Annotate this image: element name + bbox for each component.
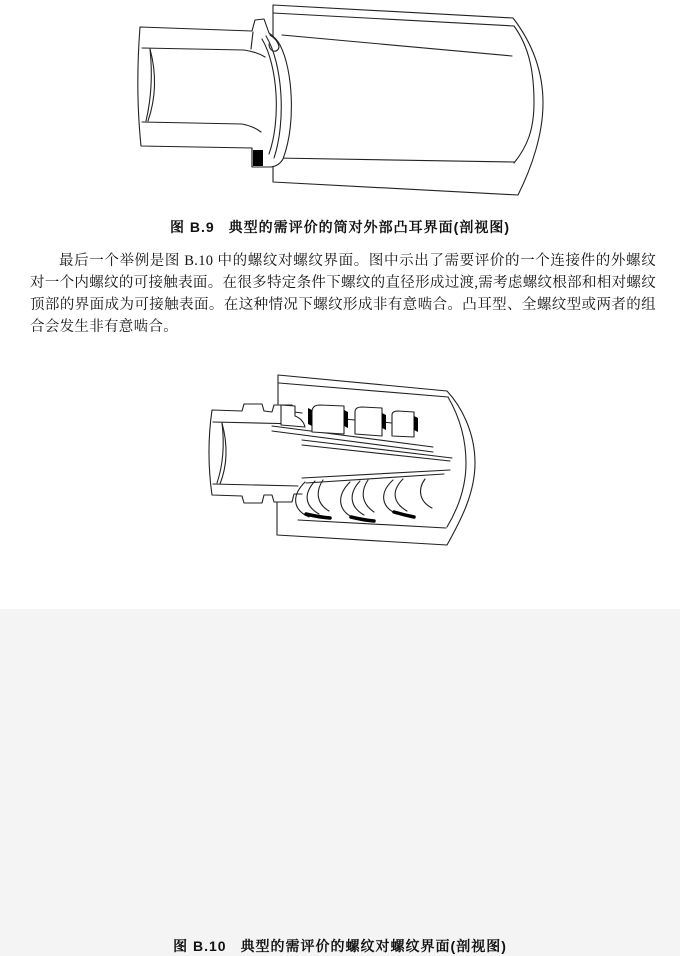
figure-b9: [0, 0, 680, 240]
b10-thread-shadow2: [344, 410, 348, 428]
b9-contact-surface-highlight: [253, 150, 263, 166]
b9-cylinder-fill: [273, 5, 543, 195]
figure-b10: [0, 360, 680, 954]
figure-b10-caption-title: 典型的需评价的螺纹对螺纹界面(剖视图): [240, 938, 507, 954]
figure-b10-caption-label: 图 B.10: [173, 938, 227, 954]
figure-b10-drawing: [170, 360, 510, 570]
figure-b10-caption: [0, 936, 680, 956]
b10-thread-shadow1: [308, 408, 312, 426]
figure-b9-caption-label: 图 B.9: [169, 219, 215, 235]
figure-b9-caption-title: 典型的需评价的筒对外部凸耳界面(剖视图): [228, 219, 510, 235]
b10-thread-tooth2: [355, 407, 382, 436]
b10-thread-tooth1: [312, 405, 344, 434]
b10-thread-tooth3: [392, 411, 414, 437]
body-paragraph: 最后一个举例是图 B.10 中的螺纹对螺纹界面。图中示出了需要评价的一个连接件的外螺纹对一个内螺纹的可接触表面。在很多特定条件下螺纹的直径形成过渡,需考虑螺纹根部和相对螺纹顶部的界面成为可接触表面。在这种情况下螺纹形成非有意啮合。凸耳型、全螺纹型或两者的组合会发生非有意啮合。: [30, 253, 656, 335]
figure-b9-caption: [0, 217, 680, 237]
b10-thread-shadow3: [382, 413, 386, 430]
figure-b9-drawing: [100, 0, 580, 210]
b10-thread-shadow4: [414, 416, 418, 432]
